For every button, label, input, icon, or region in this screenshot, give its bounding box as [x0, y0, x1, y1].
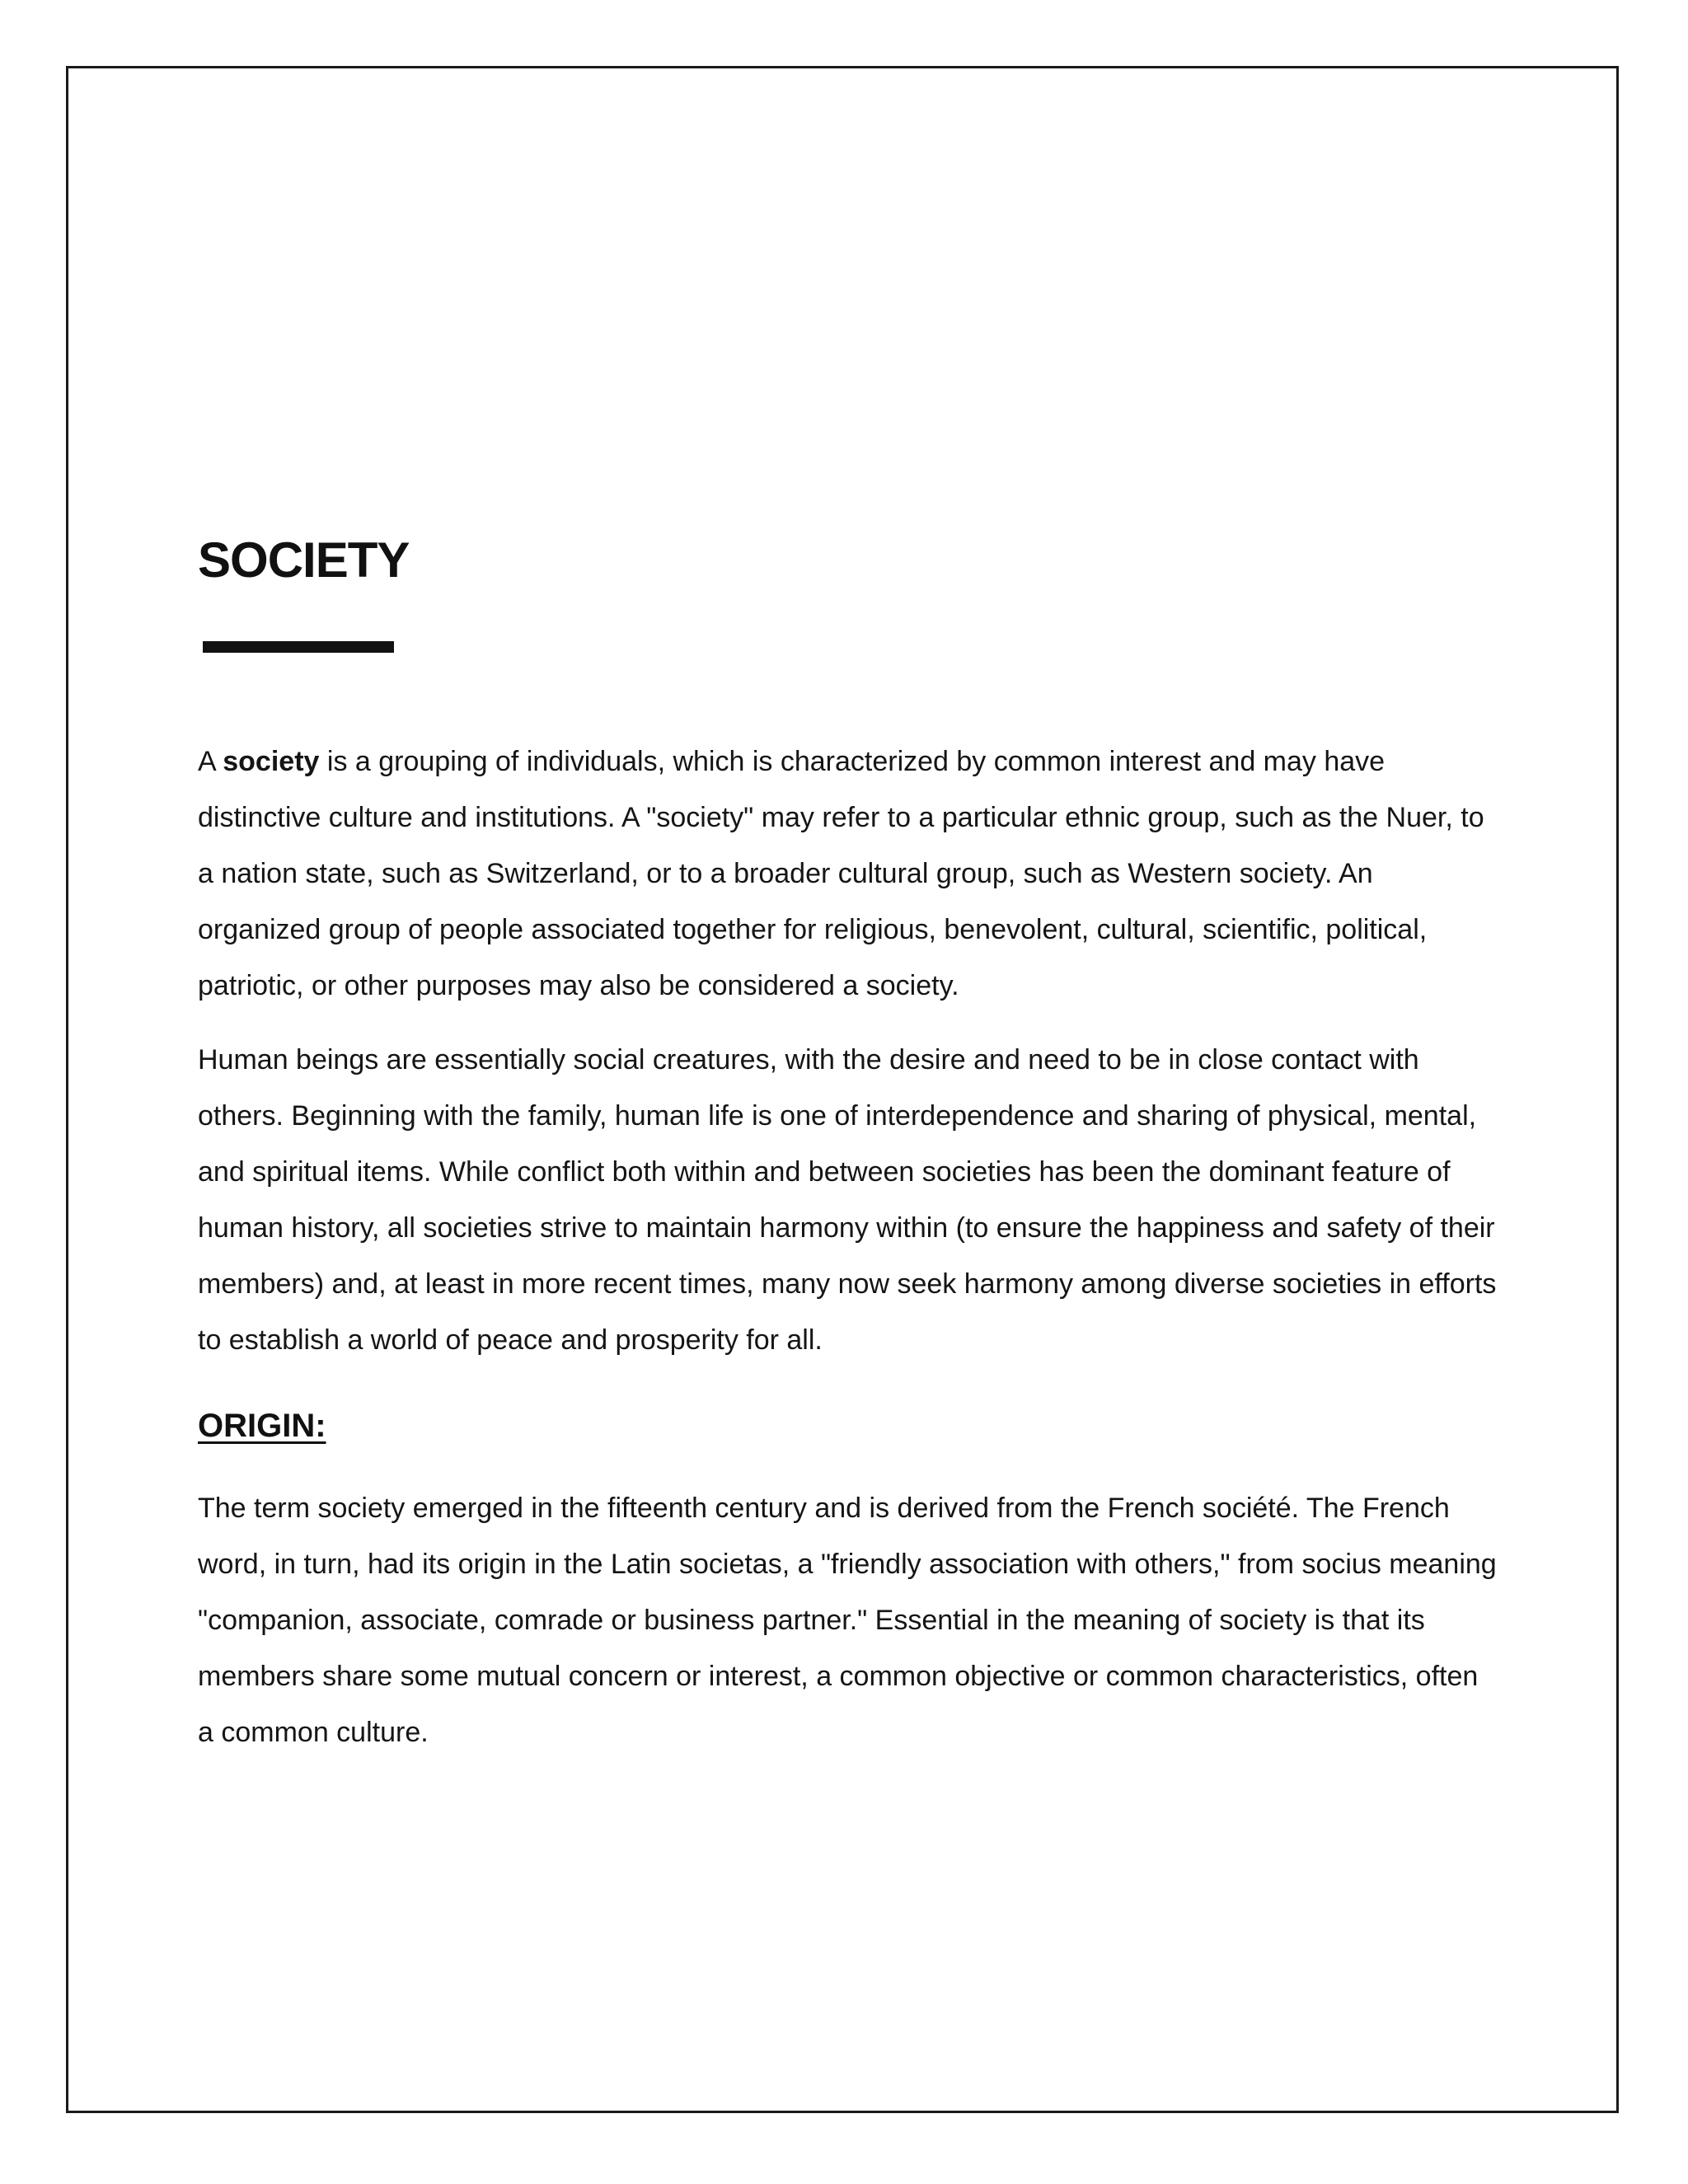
intro-lead: A	[198, 746, 223, 777]
intro-paragraph	[198, 733, 1500, 1014]
title-underline-bar	[203, 641, 394, 653]
page-title: SOCIETY	[198, 532, 410, 588]
origin-heading: ORIGIN:	[198, 1408, 326, 1444]
intro-term-bold: society	[223, 746, 320, 777]
intro-rest: is a grouping of individuals, which is characterized by common interest and may have distinctive culture and institutions. A "society" may refer to a particular ethnic group, such as the Nuer, to a nation state, such as Switzerland, or to a broader cultural group, such as Western society. An organized group of people associated together for religious, benevolent, cultural, scientific, political, patriotic, or other purposes may also be considered a society.	[198, 746, 1484, 1001]
document-body	[198, 527, 1500, 1760]
human-beings-paragraph: Human beings are essentially social creatures, with the desire and need to be in close contact with others. Beginning with the family, human life is one of interdependence and sharing of physical, mental, and spiritual items. While conflict both within and between societies has been the dominant feature of human history, all societies strive to maintain harmony within (to ensure the happiness and safety of their members) and, at least in more recent times, many now seek harmony among diverse societies in efforts to establish a world of peace and prosperity for all.	[198, 1044, 1497, 1356]
origin-paragraph: The term society emerged in the fifteenth century and is derived from the French société. The French word, in turn, had its origin in the Latin societas, a "friendly association with others," from socius meaning "companion, associate, comrade or business partner." Essential in the meaning of society is that its members share some mutual concern or interest, a common objective or common characteristics, often a common culture.	[198, 1493, 1497, 1748]
